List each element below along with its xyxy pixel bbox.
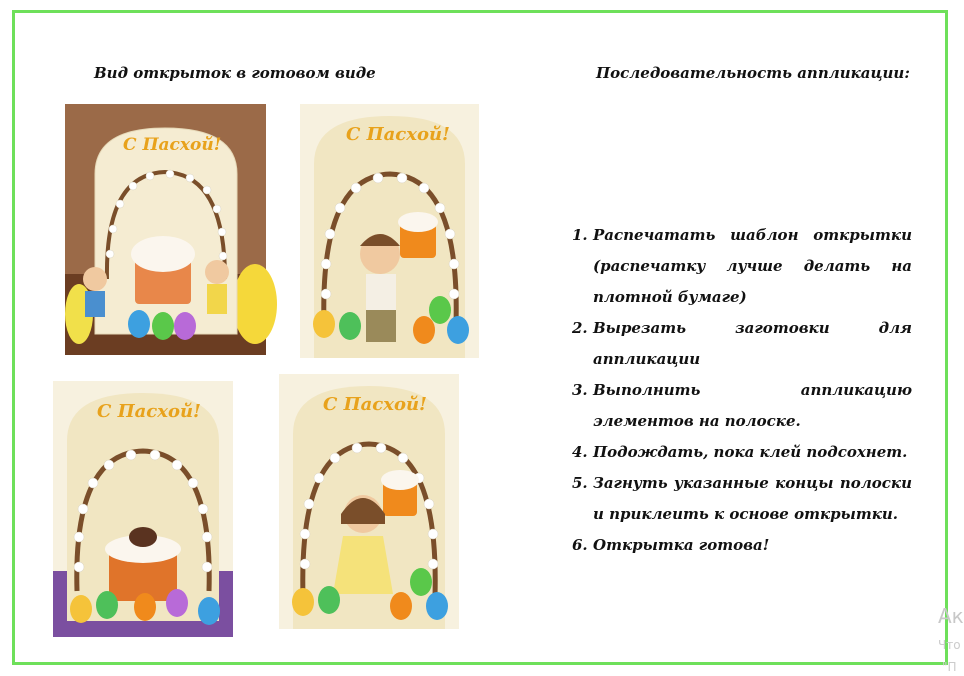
step-item: 5. Загнуть указанные концы полоски и приклеить к основе открытки. bbox=[572, 474, 912, 523]
card-greeting: С Пасхой! bbox=[97, 401, 201, 422]
step-item: 3. Выполнить аппликацию элементов на полоске. bbox=[572, 381, 912, 430]
finished-cards-heading: Вид открыток в готовом виде bbox=[94, 64, 376, 82]
step-text: Открытка готова! bbox=[593, 536, 770, 554]
step-text: Подождать, пока клей подсохнет. bbox=[593, 443, 908, 461]
activation-watermark-line2: Что bbox=[938, 638, 961, 652]
step-text: Выполнить аппликацию элементов на полоске. bbox=[593, 381, 912, 430]
card-greeting: С Пасхой! bbox=[323, 394, 427, 415]
step-item: 1. Распечатать шаблон открытки (распечатку лучше делать на плотной бумаге) bbox=[572, 226, 912, 306]
step-text: Вырезать заготовки для аппликации bbox=[593, 319, 912, 368]
activation-watermark-line3: "П bbox=[942, 660, 957, 674]
card-kulich-chocolate bbox=[53, 381, 233, 637]
sequence-heading: Последовательность аппликации: bbox=[596, 64, 910, 82]
card-boy-kulich bbox=[300, 104, 479, 358]
card-greeting: С Пасхой! bbox=[123, 135, 222, 155]
card-greeting: С Пасхой! bbox=[346, 124, 450, 145]
card-girl-kulich bbox=[279, 374, 459, 629]
step-text: Распечатать шаблон открытки (распечатку лучше делать на плотной бумаге) bbox=[593, 226, 912, 306]
step-item: 2. Вырезать заготовки для аппликации bbox=[572, 319, 912, 368]
applique-steps-list bbox=[572, 220, 912, 561]
activation-watermark: Ак bbox=[938, 604, 964, 628]
step-item: 6. Открытка готова! bbox=[572, 536, 770, 554]
step-text: Загнуть указанные концы полоски и приклеить к основе открытки. bbox=[593, 474, 912, 523]
card-photo-finished bbox=[65, 104, 266, 355]
step-item: 4. Подождать, пока клей подсохнет. bbox=[572, 443, 908, 461]
